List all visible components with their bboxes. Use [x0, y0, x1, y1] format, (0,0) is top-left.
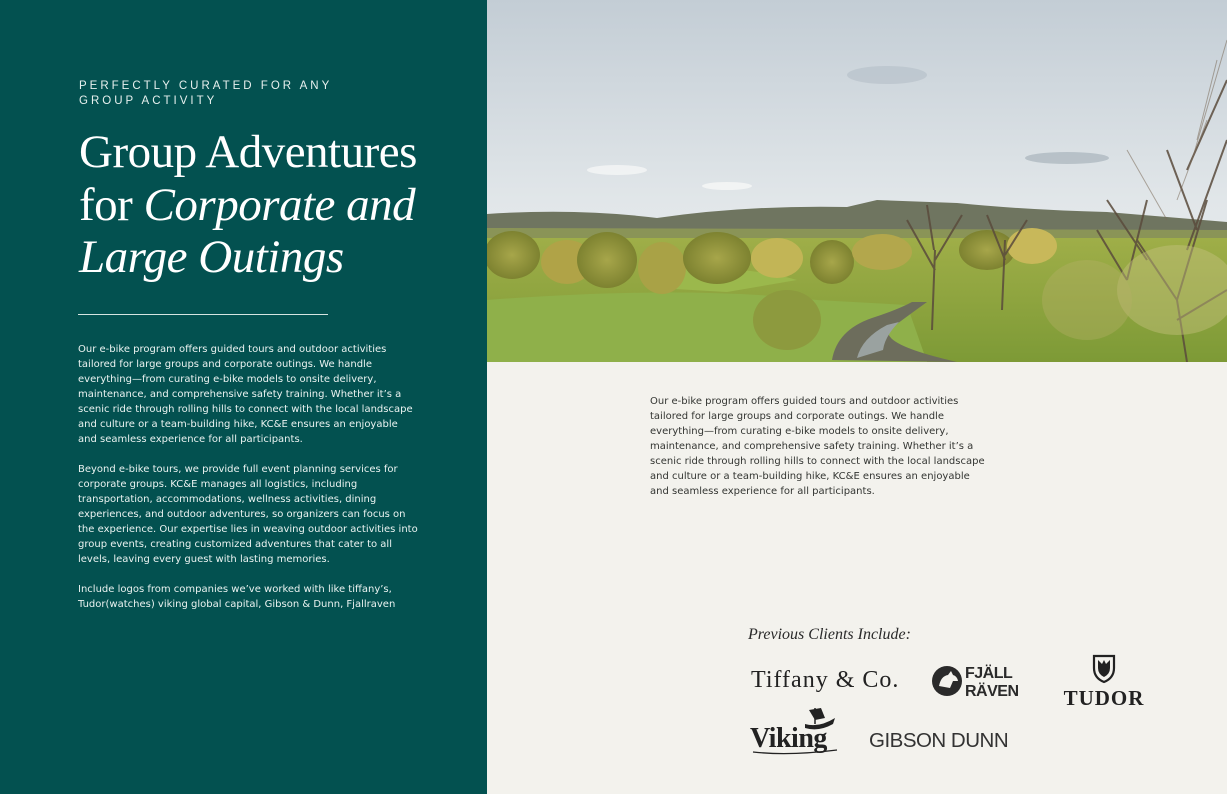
tiffany-logo: Tiffany & Co.	[751, 667, 900, 693]
body-paragraph-2: Beyond e-bike tours, we provide full event planning services for corporate groups. KC&E manages all logistics, including transportation, accommodations, wellness activities, dining experiences, and outdoor adventures, so organizers can focus on the experience. Our expertise lies in weaving outdoor activities into group events, creating customized adventures that cater to all levels, leaving every guest with lasting memories.	[78, 464, 418, 565]
body-paragraph-3: Include logos from companies we’ve worked with like tiffany’s, Tudor(watches) viking global capital, Gibson & Dunn, Fjallraven	[78, 584, 396, 610]
viking-logo	[749, 704, 841, 756]
fjallraven-logo	[931, 662, 1033, 700]
divider	[78, 314, 328, 315]
headline-line-1: Group Adventures	[79, 126, 417, 178]
headline-line-2-plain: for	[79, 178, 144, 231]
gibson-dunn-logo: GIBSON DUNN	[869, 729, 1009, 752]
viking-logo-wordmark: Viking	[750, 723, 827, 754]
headline-line-2-italic: Corporate and	[143, 178, 416, 231]
body-paragraph-1: Our e-bike program offers guided tours and outdoor activities tailored for large groups and corporate outings. We handle everything—from curating e-bike models to onsite delivery, maintenance, and comprehensive safety training. Whether it’s a scenic ride through rolling hills to connect with the local landscape and culture or a team-building hike, KC&E ensures an enjoyable and seamless experience for all participants.	[78, 344, 413, 445]
eyebrow-label: PERFECTLY CURATED FOR ANY GROUP ACTIVITY	[79, 80, 333, 107]
right-body-paragraph: Our e-bike program offers guided tours and outdoor activities tailored for large groups and corporate outings. We handle everything—from curating e-bike models to onsite delivery, maintenance, and comprehensive safety training. Whether it’s a scenic ride through rolling hills to connect with the local landscape and culture or a team-building hike, KC&E ensures an enjoyable and seamless experience for all participants.	[650, 396, 985, 497]
clients-heading: Previous Clients Include:	[748, 626, 911, 643]
page-title	[79, 126, 459, 284]
fjallraven-logo-line-2: RÄVEN	[965, 683, 1019, 700]
tudor-logo-wordmark: TUDOR	[1063, 686, 1145, 708]
fjallraven-logo-line-1: FJÄLL	[965, 665, 1013, 682]
headline-line-3-italic: Large Outings	[79, 231, 344, 283]
landscape-photo	[487, 0, 1227, 362]
tudor-logo	[1058, 654, 1150, 708]
left-panel	[0, 0, 487, 794]
